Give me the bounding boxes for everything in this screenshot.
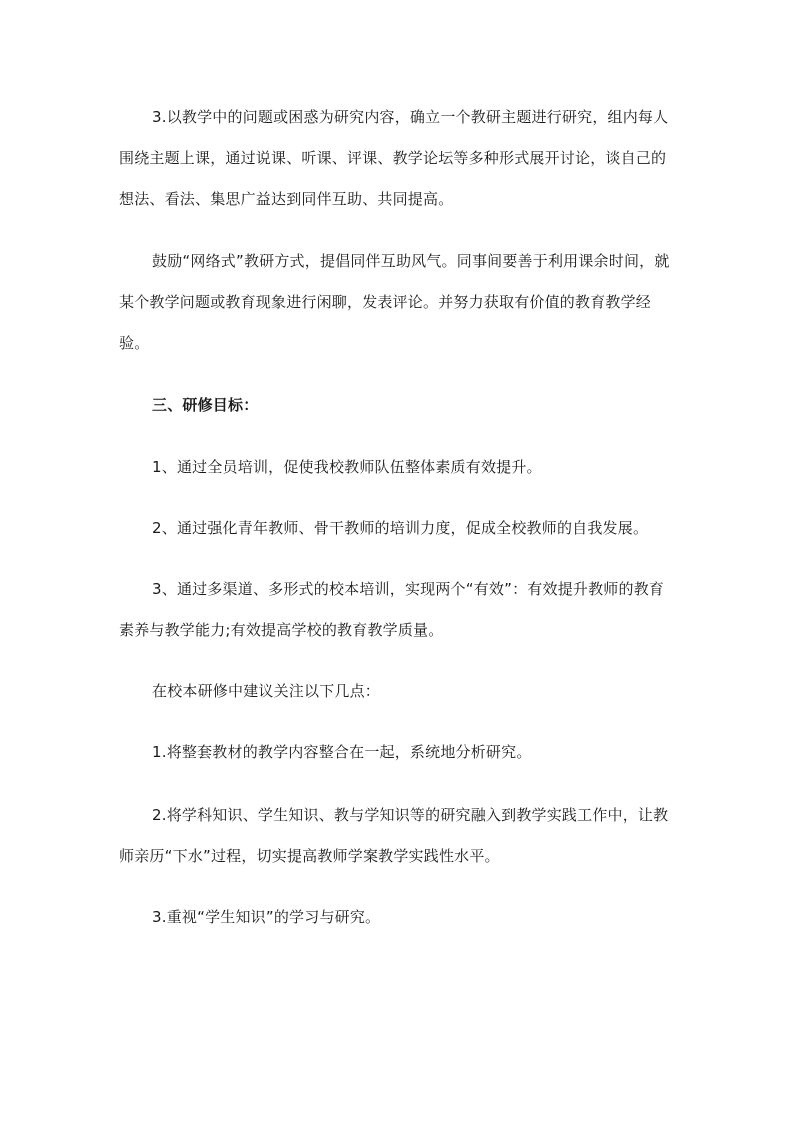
goal-item-2: 2、通过强化青年教师、骨干教师的培训力度，促成全校教师的自我发展。 <box>152 519 649 537</box>
paragraph-network-research: 鼓励“网络式”教研方式，提倡同伴互助风气。同事间要善于利用课余时间，就某个教学问题或教育现象进行闲聊，发表评论。并努力获取有价值的教育教学经验。 <box>119 252 670 352</box>
goal-item-3: 3、通过多渠道、多形式的校本培训，实现两个“有效”：有效提升教师的教育素养与教学能力;有效提高学校的教育教学质量。 <box>119 580 665 639</box>
section-heading-goals: 三、研修目标： <box>152 396 259 414</box>
suggestion-item-2: 2.将学科知识、学生知识、教与学知识等的研究融入到教学实践工作中，让教师亲历“下水”过程，切实提高教师学案教学实践性水平。 <box>119 806 669 865</box>
goal-item-1: 1、通过全员培训，促使我校教师队伍整体素质有效提升。 <box>152 458 542 476</box>
suggestion-item-3: 3.重视“学生知识”的学习与研究。 <box>152 908 381 926</box>
suggestion-item-1: 1.将整套教材的教学内容整合在一起，系统地分析研究。 <box>152 743 532 761</box>
paragraph-research-topic: 3.以教学中的问题或困惑为研究内容，确立一个教研主题进行研究，组内每人围绕主题上课，通过说课、听课、评课、教学论坛等多种形式展开讨论，谈自己的想法、看法、集思广益达到同伴互助、共同提高。 <box>119 108 669 208</box>
paragraph-suggestions-intro: 在校本研修中建议关注以下几点： <box>152 682 381 700</box>
